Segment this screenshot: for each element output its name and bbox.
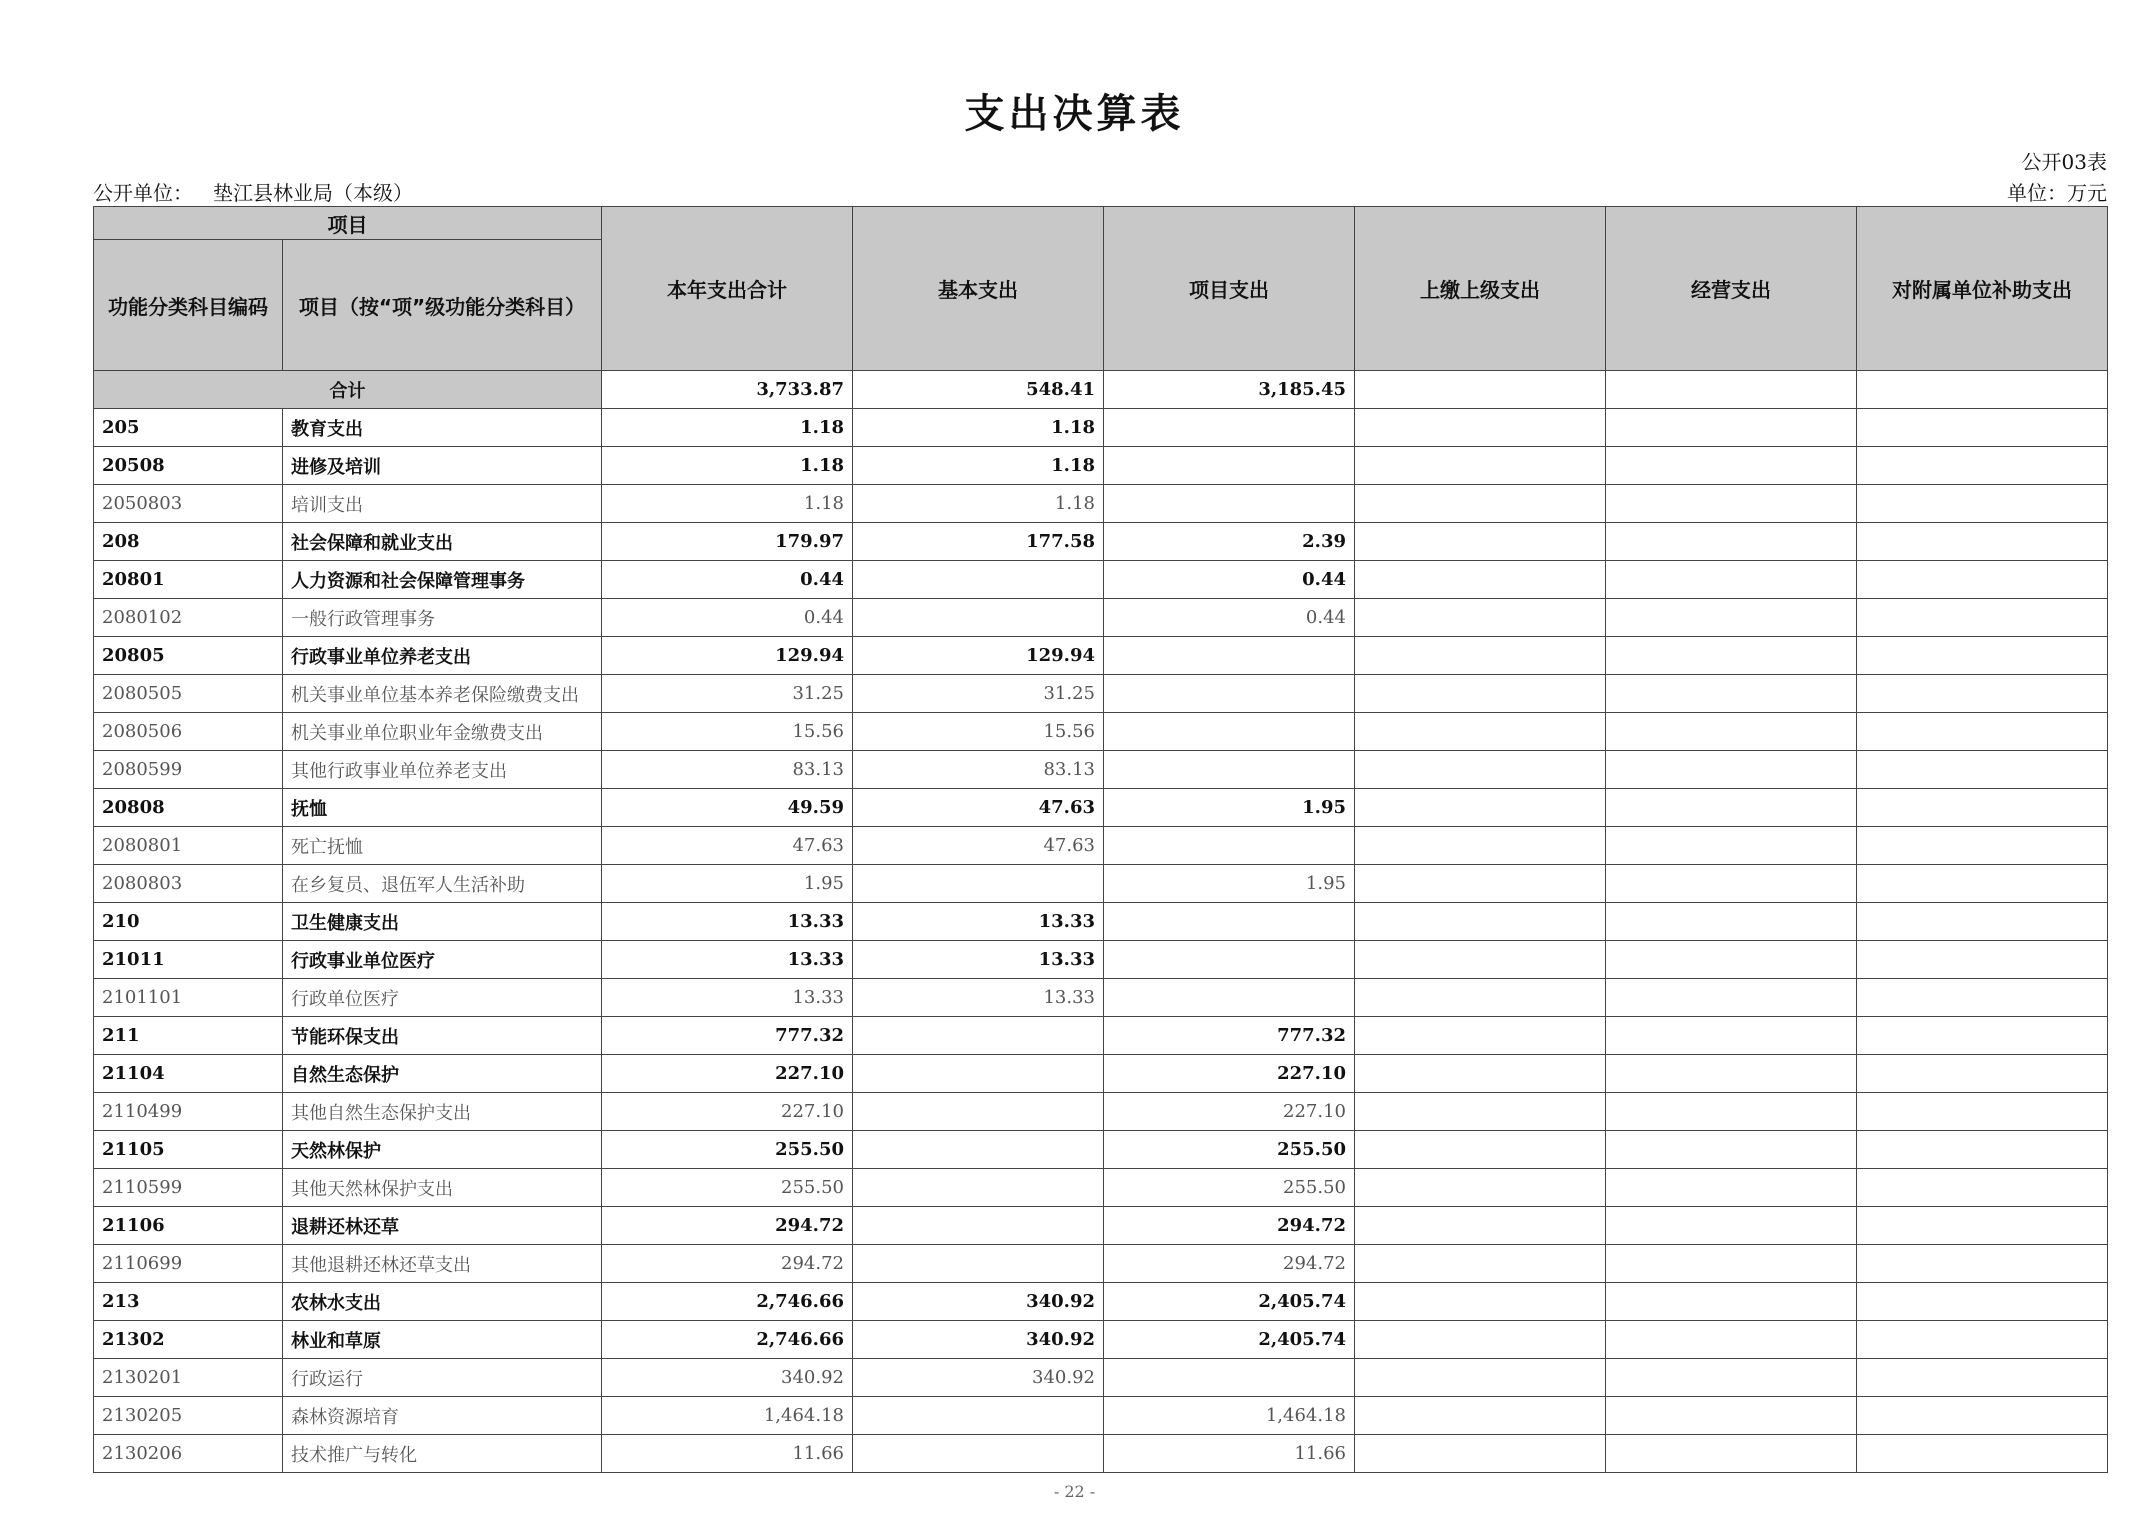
row-superior xyxy=(1355,1055,1606,1093)
row-business xyxy=(1606,599,1857,637)
row-name: 森林资源培育 xyxy=(283,1397,602,1435)
row-code: 2080801 xyxy=(94,827,283,865)
row-name: 社会保障和就业支出 xyxy=(283,523,602,561)
header-subsidiary: 对附属单位补助支出 xyxy=(1857,207,2108,371)
row-subsidiary xyxy=(1857,789,2108,827)
row-code: 208 xyxy=(94,523,283,561)
total-project: 3,185.45 xyxy=(1104,371,1355,409)
row-subsidiary xyxy=(1857,1435,2108,1473)
row-subsidiary xyxy=(1857,637,2108,675)
row-name: 教育支出 xyxy=(283,409,602,447)
row-total: 294.72 xyxy=(602,1245,853,1283)
row-total: 255.50 xyxy=(602,1131,853,1169)
row-superior xyxy=(1355,447,1606,485)
row-project: 2,405.74 xyxy=(1104,1283,1355,1321)
row-basic: 340.92 xyxy=(853,1359,1104,1397)
page-title: 支出决算表 xyxy=(964,91,1185,137)
row-superior xyxy=(1355,1435,1606,1473)
row-business xyxy=(1606,409,1857,447)
table-row xyxy=(94,1169,2108,1207)
row-superior xyxy=(1355,523,1606,561)
row-project: 227.10 xyxy=(1104,1055,1355,1093)
row-name: 技术推广与转化 xyxy=(283,1435,602,1473)
table-row xyxy=(94,713,2108,751)
table-row xyxy=(94,865,2108,903)
row-code: 20801 xyxy=(94,561,283,599)
row-total: 15.56 xyxy=(602,713,853,751)
total-business xyxy=(1606,371,1857,409)
row-code: 21105 xyxy=(94,1131,283,1169)
row-project: 1.95 xyxy=(1104,789,1355,827)
row-code: 2130206 xyxy=(94,1435,283,1473)
table-row xyxy=(94,789,2108,827)
row-subsidiary xyxy=(1857,1283,2108,1321)
row-subsidiary xyxy=(1857,523,2108,561)
row-subsidiary xyxy=(1857,675,2108,713)
row-code: 213 xyxy=(94,1283,283,1321)
table-row xyxy=(94,1435,2108,1473)
table-row xyxy=(94,409,2108,447)
row-basic: 47.63 xyxy=(853,789,1104,827)
table-row xyxy=(94,941,2108,979)
row-project xyxy=(1104,941,1355,979)
row-total: 49.59 xyxy=(602,789,853,827)
row-superior xyxy=(1355,637,1606,675)
row-subsidiary xyxy=(1857,979,2108,1017)
row-superior xyxy=(1355,409,1606,447)
row-basic xyxy=(853,599,1104,637)
row-project xyxy=(1104,979,1355,1017)
row-name: 抚恤 xyxy=(283,789,602,827)
row-superior xyxy=(1355,751,1606,789)
row-basic: 177.58 xyxy=(853,523,1104,561)
row-basic: 13.33 xyxy=(853,941,1104,979)
row-total: 1.18 xyxy=(602,485,853,523)
row-business xyxy=(1606,1131,1857,1169)
row-business xyxy=(1606,1169,1857,1207)
row-superior xyxy=(1355,1017,1606,1055)
row-code: 2110499 xyxy=(94,1093,283,1131)
row-subsidiary xyxy=(1857,1017,2108,1055)
row-subsidiary xyxy=(1857,1169,2108,1207)
table-row xyxy=(94,523,2108,561)
header-code: 功能分类科目编码 xyxy=(94,240,283,371)
header-project: 项目 xyxy=(94,207,602,240)
row-superior xyxy=(1355,865,1606,903)
row-business xyxy=(1606,979,1857,1017)
page-number: - 22 - xyxy=(1053,1482,1096,1501)
row-basic xyxy=(853,1245,1104,1283)
header-name: 项目（按“项”级功能分类科目） xyxy=(283,240,602,371)
header-basic: 基本支出 xyxy=(853,207,1104,371)
row-superior xyxy=(1355,1131,1606,1169)
row-business xyxy=(1606,1055,1857,1093)
row-basic: 83.13 xyxy=(853,751,1104,789)
row-total: 13.33 xyxy=(602,979,853,1017)
row-project: 0.44 xyxy=(1104,599,1355,637)
row-project: 1,464.18 xyxy=(1104,1397,1355,1435)
row-name: 在乡复员、退伍军人生活补助 xyxy=(283,865,602,903)
currency-unit: 单位：万元 xyxy=(2007,181,2107,205)
table-row xyxy=(94,1093,2108,1131)
row-code: 2110699 xyxy=(94,1245,283,1283)
row-name: 行政单位医疗 xyxy=(283,979,602,1017)
row-name: 一般行政管理事务 xyxy=(283,599,602,637)
total-superior xyxy=(1355,371,1606,409)
row-code: 21011 xyxy=(94,941,283,979)
row-code: 2080505 xyxy=(94,675,283,713)
row-superior xyxy=(1355,1169,1606,1207)
row-project xyxy=(1104,1359,1355,1397)
row-name: 林业和草原 xyxy=(283,1321,602,1359)
row-code: 2080803 xyxy=(94,865,283,903)
row-code: 205 xyxy=(94,409,283,447)
row-code: 2110599 xyxy=(94,1169,283,1207)
row-superior xyxy=(1355,941,1606,979)
row-business xyxy=(1606,789,1857,827)
row-name: 人力资源和社会保障管理事务 xyxy=(283,561,602,599)
row-name: 其他天然林保护支出 xyxy=(283,1169,602,1207)
row-business xyxy=(1606,1283,1857,1321)
header-total: 本年支出合计 xyxy=(602,207,853,371)
reporting-unit-label: 公开单位： xyxy=(93,181,193,205)
form-number: 公开03表 xyxy=(2021,150,2107,174)
row-subsidiary xyxy=(1857,447,2108,485)
row-basic: 13.33 xyxy=(853,979,1104,1017)
row-superior xyxy=(1355,561,1606,599)
row-code: 211 xyxy=(94,1017,283,1055)
row-total: 1.18 xyxy=(602,409,853,447)
row-business xyxy=(1606,1093,1857,1131)
table-row xyxy=(94,561,2108,599)
row-total: 0.44 xyxy=(602,599,853,637)
row-name: 节能环保支出 xyxy=(283,1017,602,1055)
row-superior xyxy=(1355,1359,1606,1397)
row-superior xyxy=(1355,599,1606,637)
row-total: 129.94 xyxy=(602,637,853,675)
row-total: 31.25 xyxy=(602,675,853,713)
row-project: 0.44 xyxy=(1104,561,1355,599)
total-subsidiary xyxy=(1857,371,2108,409)
row-business xyxy=(1606,903,1857,941)
row-total: 227.10 xyxy=(602,1093,853,1131)
row-name: 进修及培训 xyxy=(283,447,602,485)
row-total: 83.13 xyxy=(602,751,853,789)
row-name: 死亡抚恤 xyxy=(283,827,602,865)
row-basic: 1.18 xyxy=(853,447,1104,485)
row-basic: 13.33 xyxy=(853,903,1104,941)
total-basic: 548.41 xyxy=(853,371,1104,409)
row-subsidiary xyxy=(1857,1055,2108,1093)
row-business xyxy=(1606,1245,1857,1283)
table-row xyxy=(94,979,2108,1017)
row-name: 自然生态保护 xyxy=(283,1055,602,1093)
row-project: 2,405.74 xyxy=(1104,1321,1355,1359)
table-row xyxy=(94,485,2108,523)
row-subsidiary xyxy=(1857,903,2108,941)
row-superior xyxy=(1355,1207,1606,1245)
row-business xyxy=(1606,1321,1857,1359)
header-business: 经营支出 xyxy=(1606,207,1857,371)
row-total: 2,746.66 xyxy=(602,1283,853,1321)
row-basic: 1.18 xyxy=(853,485,1104,523)
row-total: 1.95 xyxy=(602,865,853,903)
row-project xyxy=(1104,637,1355,675)
row-project: 294.72 xyxy=(1104,1245,1355,1283)
row-project xyxy=(1104,675,1355,713)
row-total: 13.33 xyxy=(602,941,853,979)
row-code: 20508 xyxy=(94,447,283,485)
row-subsidiary xyxy=(1857,865,2108,903)
row-project: 777.32 xyxy=(1104,1017,1355,1055)
row-business xyxy=(1606,1207,1857,1245)
row-basic: 340.92 xyxy=(853,1321,1104,1359)
row-name: 机关事业单位职业年金缴费支出 xyxy=(283,713,602,751)
row-code: 21106 xyxy=(94,1207,283,1245)
row-code: 210 xyxy=(94,903,283,941)
row-code: 20805 xyxy=(94,637,283,675)
table-row xyxy=(94,1131,2108,1169)
row-code: 20808 xyxy=(94,789,283,827)
table-row xyxy=(94,1055,2108,1093)
row-name: 其他行政事业单位养老支出 xyxy=(283,751,602,789)
row-code: 2080506 xyxy=(94,713,283,751)
row-total: 255.50 xyxy=(602,1169,853,1207)
row-name: 天然林保护 xyxy=(283,1131,602,1169)
reporting-unit-name: 垫江县林业局（本级） xyxy=(213,181,413,205)
header-project-expenditure: 项目支出 xyxy=(1104,207,1355,371)
row-project xyxy=(1104,751,1355,789)
table-row xyxy=(94,1321,2108,1359)
row-superior xyxy=(1355,1245,1606,1283)
row-total: 777.32 xyxy=(602,1017,853,1055)
row-name: 行政运行 xyxy=(283,1359,602,1397)
row-project xyxy=(1104,485,1355,523)
row-subsidiary xyxy=(1857,941,2108,979)
row-subsidiary xyxy=(1857,827,2108,865)
row-business xyxy=(1606,447,1857,485)
row-total: 1,464.18 xyxy=(602,1397,853,1435)
row-code: 2050803 xyxy=(94,485,283,523)
row-name: 退耕还林还草 xyxy=(283,1207,602,1245)
row-superior xyxy=(1355,713,1606,751)
row-code: 21104 xyxy=(94,1055,283,1093)
row-subsidiary xyxy=(1857,1359,2108,1397)
table-row xyxy=(94,637,2108,675)
row-project xyxy=(1104,903,1355,941)
row-basic: 1.18 xyxy=(853,409,1104,447)
row-code: 2101101 xyxy=(94,979,283,1017)
row-business xyxy=(1606,941,1857,979)
row-project: 1.95 xyxy=(1104,865,1355,903)
row-basic xyxy=(853,1055,1104,1093)
row-subsidiary xyxy=(1857,1245,2108,1283)
row-superior xyxy=(1355,485,1606,523)
row-project: 2.39 xyxy=(1104,523,1355,561)
expenditure-table xyxy=(93,206,2108,1473)
row-business xyxy=(1606,637,1857,675)
row-name: 行政事业单位医疗 xyxy=(283,941,602,979)
table-row xyxy=(94,1359,2108,1397)
row-total: 1.18 xyxy=(602,447,853,485)
table-row xyxy=(94,751,2108,789)
row-business xyxy=(1606,713,1857,751)
row-business xyxy=(1606,523,1857,561)
header-superior: 上缴上级支出 xyxy=(1355,207,1606,371)
row-basic xyxy=(853,1017,1104,1055)
row-subsidiary xyxy=(1857,1321,2108,1359)
total-row xyxy=(94,371,2108,409)
row-business xyxy=(1606,485,1857,523)
table-row xyxy=(94,675,2108,713)
row-total: 179.97 xyxy=(602,523,853,561)
row-basic xyxy=(853,1207,1104,1245)
table-row xyxy=(94,903,2108,941)
row-subsidiary xyxy=(1857,751,2108,789)
row-project: 255.50 xyxy=(1104,1169,1355,1207)
total-label: 合计 xyxy=(94,371,602,409)
row-project xyxy=(1104,713,1355,751)
row-total: 227.10 xyxy=(602,1055,853,1093)
row-subsidiary xyxy=(1857,485,2108,523)
row-superior xyxy=(1355,979,1606,1017)
row-basic: 31.25 xyxy=(853,675,1104,713)
row-business xyxy=(1606,1017,1857,1055)
table-row xyxy=(94,447,2108,485)
row-project xyxy=(1104,409,1355,447)
row-name: 其他自然生态保护支出 xyxy=(283,1093,602,1131)
row-subsidiary xyxy=(1857,1207,2108,1245)
row-superior xyxy=(1355,1397,1606,1435)
row-total: 294.72 xyxy=(602,1207,853,1245)
row-superior xyxy=(1355,1093,1606,1131)
row-basic xyxy=(853,1093,1104,1131)
row-subsidiary xyxy=(1857,1131,2108,1169)
table-row xyxy=(94,827,2108,865)
row-business xyxy=(1606,751,1857,789)
row-subsidiary xyxy=(1857,713,2108,751)
row-project: 255.50 xyxy=(1104,1131,1355,1169)
total-total: 3,733.87 xyxy=(602,371,853,409)
row-name: 行政事业单位养老支出 xyxy=(283,637,602,675)
row-code: 2080599 xyxy=(94,751,283,789)
row-business xyxy=(1606,865,1857,903)
row-name: 机关事业单位基本养老保险缴费支出 xyxy=(283,675,602,713)
row-basic xyxy=(853,561,1104,599)
row-subsidiary xyxy=(1857,409,2108,447)
row-code: 2080102 xyxy=(94,599,283,637)
row-project: 227.10 xyxy=(1104,1093,1355,1131)
row-subsidiary xyxy=(1857,561,2108,599)
row-name: 其他退耕还林还草支出 xyxy=(283,1245,602,1283)
row-name: 农林水支出 xyxy=(283,1283,602,1321)
row-total: 0.44 xyxy=(602,561,853,599)
row-project xyxy=(1104,447,1355,485)
row-superior xyxy=(1355,675,1606,713)
row-basic: 47.63 xyxy=(853,827,1104,865)
row-total: 2,746.66 xyxy=(602,1321,853,1359)
row-basic xyxy=(853,1435,1104,1473)
table-row xyxy=(94,1207,2108,1245)
row-name: 培训支出 xyxy=(283,485,602,523)
row-basic: 15.56 xyxy=(853,713,1104,751)
row-superior xyxy=(1355,1283,1606,1321)
row-business xyxy=(1606,1435,1857,1473)
row-project xyxy=(1104,827,1355,865)
row-project: 294.72 xyxy=(1104,1207,1355,1245)
row-subsidiary xyxy=(1857,1093,2108,1131)
table-row xyxy=(94,1397,2108,1435)
reporting-unit xyxy=(93,177,413,206)
row-name: 卫生健康支出 xyxy=(283,903,602,941)
row-basic xyxy=(853,1131,1104,1169)
row-total: 11.66 xyxy=(602,1435,853,1473)
row-superior xyxy=(1355,903,1606,941)
row-total: 47.63 xyxy=(602,827,853,865)
row-subsidiary xyxy=(1857,599,2108,637)
row-superior xyxy=(1355,789,1606,827)
row-subsidiary xyxy=(1857,1397,2108,1435)
row-business xyxy=(1606,675,1857,713)
row-basic xyxy=(853,1397,1104,1435)
row-business xyxy=(1606,1359,1857,1397)
table-row xyxy=(94,1245,2108,1283)
row-business xyxy=(1606,827,1857,865)
row-basic: 340.92 xyxy=(853,1283,1104,1321)
row-code: 2130201 xyxy=(94,1359,283,1397)
row-superior xyxy=(1355,1321,1606,1359)
row-basic xyxy=(853,865,1104,903)
table-row xyxy=(94,1017,2108,1055)
row-superior xyxy=(1355,827,1606,865)
row-business xyxy=(1606,561,1857,599)
table-row xyxy=(94,599,2108,637)
row-total: 13.33 xyxy=(602,903,853,941)
row-total: 340.92 xyxy=(602,1359,853,1397)
row-code: 21302 xyxy=(94,1321,283,1359)
row-code: 2130205 xyxy=(94,1397,283,1435)
row-basic xyxy=(853,1169,1104,1207)
row-basic: 129.94 xyxy=(853,637,1104,675)
table-row xyxy=(94,1283,2108,1321)
row-project: 11.66 xyxy=(1104,1435,1355,1473)
row-business xyxy=(1606,1397,1857,1435)
